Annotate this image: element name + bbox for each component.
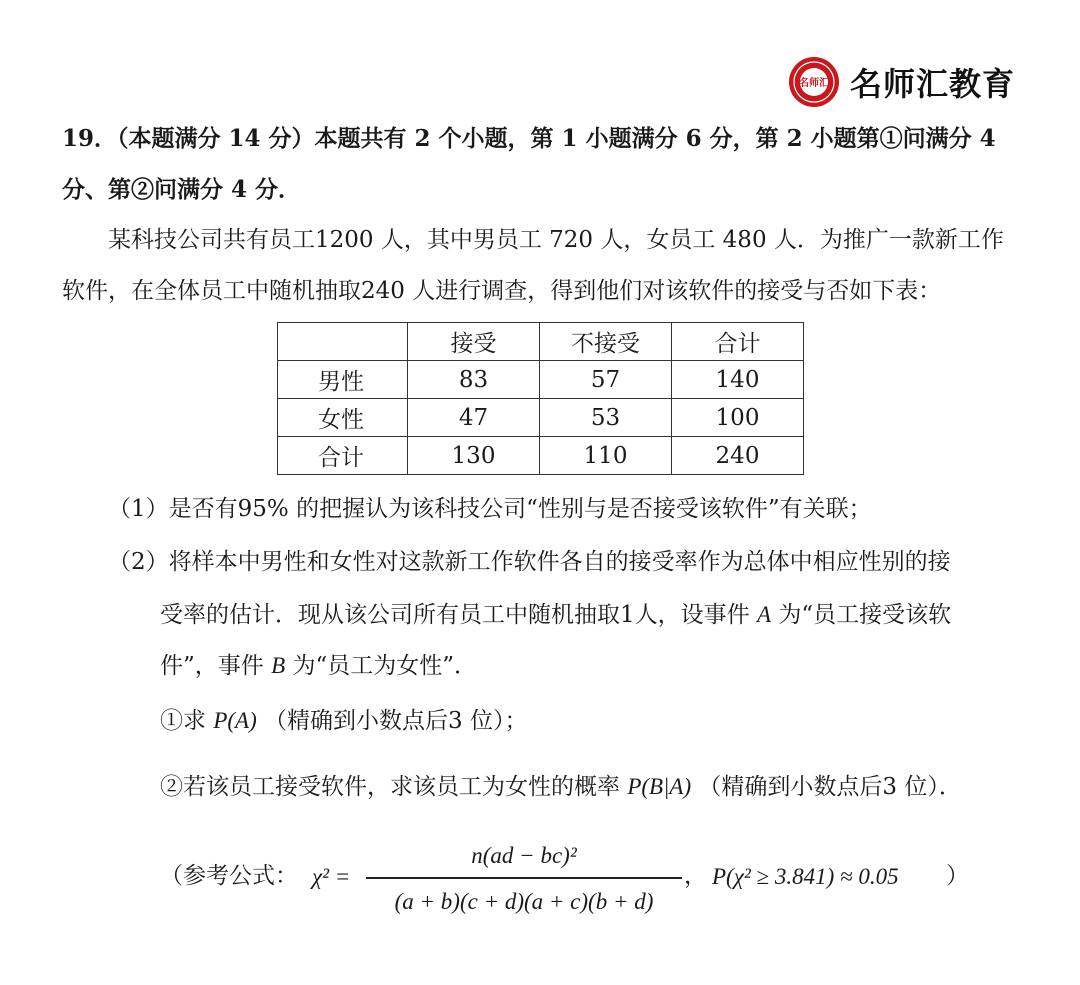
subquestion-1-pre: ①求 [160,708,206,734]
subquestion-2-post: （精确到小数点后3 位）． [698,774,962,800]
subquestion-1-post: （精确到小数点后3 位）； [264,708,528,734]
part-2-line2-post: 为“员工接受该软 [778,602,952,628]
part-2-line3-pre: 件”，事件 [160,653,264,679]
chi-square-denominator: (a + b)(c + d)(a + c)(b + d) [394,888,654,914]
chi-square-fraction [366,837,682,921]
table-row-label: 女性 [278,399,408,437]
event-b-symbol: B [271,653,286,678]
formula-separator: ， [684,863,707,889]
brand-logo [788,55,1015,109]
question-stem-line1: 某科技公司共有员工1200 人，其中男员工 720 人，女员工 480 人．为推广一款新工作 [108,227,1004,253]
table-cell: 83 [408,361,540,399]
subquestion-1 [160,709,528,733]
table-header-cell: 接受 [408,323,540,361]
contingency-table [277,322,804,475]
fraction-bar [366,877,682,879]
table-cell: 240 [672,437,804,475]
table-cell: 110 [540,437,672,475]
part-1-text: （1）是否有95% 的把握认为该科技公司“性别与是否接受该软件”有关联； [108,496,872,522]
table-row [278,361,804,399]
table-cell: 140 [672,361,804,399]
table-cell: 47 [408,399,540,437]
table-header-cell: 合计 [672,323,804,361]
question-stem-line2: 软件，在全体员工中随机抽取240 人进行调查，得到他们对该软件的接受与否如下表： [62,278,942,304]
part-2-line1: （2）将样本中男性和女性对这款新工作软件各自的接受率作为总体中相应性别的接 [108,549,951,575]
table-cell: 130 [408,437,540,475]
table-cell: 100 [672,399,804,437]
table-row [278,437,804,475]
part-2-line2 [160,603,951,627]
part-2-line2-pre: 受率的估计．现从该公司所有员工中随机抽取1人，设事件 [160,602,750,628]
part-2-line3-post: 为“员工为女性”． [292,653,477,679]
table-row-label: 男性 [278,361,408,399]
formula-close: ） [946,863,969,889]
seal-icon [788,56,840,108]
probability-p-b-given-a: P(B|A) [627,774,692,799]
chi-square-probability: P(χ² ≥ 3.841) ≈ 0.05 [712,864,899,889]
table-header-cell: 不接受 [540,323,672,361]
table-row-label: 合计 [278,437,408,475]
question-heading-line1: 19．（本题满分 14 分）本题共有 2 个小题，第 1 小题满分 6 分，第 2 小题第①问满分 4 [62,125,996,152]
table-row [278,399,804,437]
table-cell: 53 [540,399,672,437]
brand-name: 名师汇教育 [850,65,1016,103]
table-cell: 57 [540,361,672,399]
question-heading-line2: 分、第②问满分 4 分． [62,176,302,203]
formula-label: （参考公式： [160,863,298,889]
part-2-line3 [160,654,477,678]
chi-square-lhs: χ² = [312,864,351,889]
chi-square-numerator: n(ad − bc)² [471,843,577,868]
seal-text: 名师汇 [799,78,829,89]
subquestion-2 [160,775,962,799]
table-header-row [278,323,804,361]
probability-p-a: P(A) [213,708,257,733]
subquestion-2-pre: ②若该员工接受软件，求该员工为女性的概率 [160,774,620,800]
table-header-cell [278,323,408,361]
event-a-symbol: A [756,602,772,627]
